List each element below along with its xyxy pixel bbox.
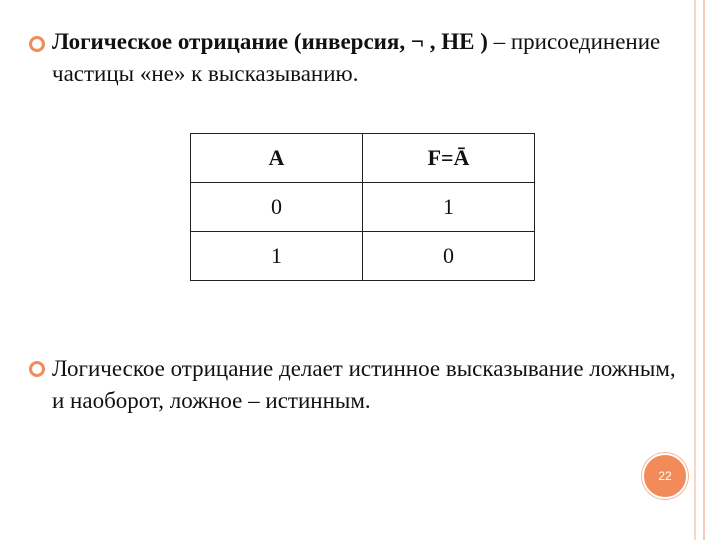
page-number-badge: 22 [642, 453, 688, 499]
table-cell: 1 [191, 232, 363, 281]
bullet-item-definition [28, 26, 680, 90]
bullet-icon [28, 35, 46, 53]
header-cell-f: F=Ā [363, 134, 535, 183]
table-cell: 0 [191, 183, 363, 232]
definition-term: Логическое отрицание (инверсия, ¬ , НЕ ) [52, 29, 488, 54]
frame-inner-line [694, 0, 696, 540]
truth-table-header-row [191, 134, 535, 183]
definition-body: – присоединение частицы «не» к высказыванию. [52, 29, 661, 86]
table-cell: 0 [363, 232, 535, 281]
table-row [191, 183, 535, 232]
header-cell-a: A [191, 134, 363, 183]
bullet-item-explanation [28, 353, 680, 417]
definition-text [52, 26, 680, 90]
explanation-text: Логическое отрицание делает истинное высказывание ложным, и наоборот, ложное – истинным. [52, 356, 676, 413]
table-row [191, 232, 535, 281]
truth-table [190, 133, 535, 281]
table-cell: 1 [363, 183, 535, 232]
bullet-icon [28, 360, 46, 378]
frame-outer-line [703, 0, 705, 540]
